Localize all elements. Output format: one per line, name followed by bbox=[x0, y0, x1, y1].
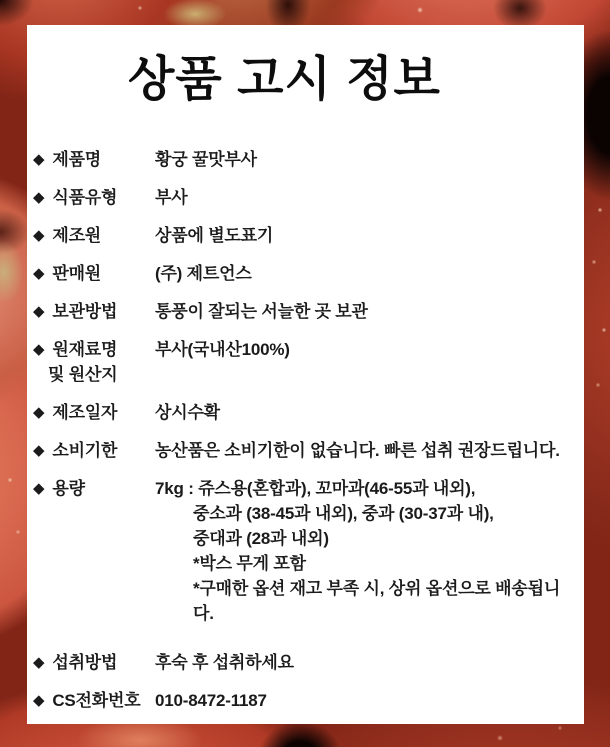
field-label: 제조원 bbox=[52, 226, 102, 245]
field-label: 섭취방법 bbox=[52, 653, 118, 672]
field-label-cell bbox=[33, 400, 155, 425]
field-value: 황궁 꿀맛부사 bbox=[155, 150, 257, 169]
field-label-cell bbox=[33, 688, 155, 713]
field-value: (주) 제트언스 bbox=[155, 264, 252, 283]
product-info-card bbox=[27, 25, 584, 724]
field-label-line2: 및 원산지 bbox=[48, 365, 118, 384]
info-row-ingredients-origin bbox=[33, 337, 580, 387]
capacity-line: 중소과 (38-45과 내외), 중과 (30-37과 내), bbox=[193, 504, 494, 523]
capacity-line: *구매한 옵션 재고 부족 시, 상위 옵션으로 배송됩니다. bbox=[193, 579, 561, 623]
info-row-capacity bbox=[33, 476, 580, 626]
info-row-seller bbox=[33, 261, 580, 286]
info-row-product-name bbox=[33, 147, 580, 172]
info-row-manufacturer bbox=[33, 223, 580, 248]
diamond-bullet-icon: ◆ bbox=[33, 404, 45, 421]
diamond-bullet-icon: ◆ bbox=[33, 654, 45, 671]
capacity-line: 중대과 (28과 내외) bbox=[193, 529, 329, 548]
diamond-bullet-icon: ◆ bbox=[33, 303, 45, 320]
field-value: 후숙 후 섭취하세요 bbox=[155, 653, 294, 672]
field-label: 식품유형 bbox=[52, 188, 118, 207]
field-label-cell bbox=[33, 337, 155, 387]
field-label: 보관방법 bbox=[52, 302, 118, 321]
info-rows bbox=[33, 147, 580, 726]
field-label-cell bbox=[33, 261, 155, 286]
field-label: 소비기한 bbox=[52, 441, 118, 460]
diamond-bullet-icon: ◆ bbox=[33, 189, 45, 206]
info-row-expiration bbox=[33, 438, 580, 463]
field-value: 농산품은 소비기한이 없습니다. 빠른 섭취 권장드립니다. bbox=[155, 441, 560, 460]
field-value: 상품에 별도표기 bbox=[155, 226, 274, 245]
field-label: 용량 bbox=[52, 479, 85, 498]
field-value: 부사(국내산100%) bbox=[155, 340, 290, 359]
field-label: 원재료명 bbox=[52, 340, 118, 359]
diamond-bullet-icon: ◆ bbox=[33, 341, 45, 358]
diamond-bullet-icon: ◆ bbox=[33, 151, 45, 168]
field-label-cell bbox=[33, 185, 155, 210]
info-row-cs-phone bbox=[33, 688, 580, 713]
field-value: 통풍이 잘되는 서늘한 곳 보관 bbox=[155, 302, 368, 321]
field-label: CS전화번호 bbox=[52, 691, 141, 710]
field-value: 부사 bbox=[155, 188, 188, 207]
diamond-bullet-icon: ◆ bbox=[33, 227, 45, 244]
page-title: 상품 고시 정보 bbox=[128, 53, 441, 106]
field-value phone-number: 010-8472-1187 bbox=[155, 691, 267, 710]
diamond-bullet-icon: ◆ bbox=[33, 692, 45, 709]
field-label: 제품명 bbox=[52, 150, 102, 169]
field-label-cell bbox=[33, 438, 155, 463]
diamond-bullet-icon: ◆ bbox=[33, 480, 45, 497]
diamond-bullet-icon: ◆ bbox=[33, 265, 45, 282]
field-label-cell bbox=[33, 223, 155, 248]
field-label-cell bbox=[33, 476, 155, 501]
capacity-line: *박스 무게 포함 bbox=[193, 554, 306, 573]
info-row-storage bbox=[33, 299, 580, 324]
field-label-cell bbox=[33, 650, 155, 675]
field-label: 제조일자 bbox=[52, 403, 118, 422]
info-row-production-date bbox=[33, 400, 580, 425]
info-row-how-to-eat bbox=[33, 650, 580, 675]
field-label: 판매원 bbox=[52, 264, 102, 283]
capacity-line: 7kg : 쥬스용(혼합과), 꼬마과(46-55과 내외), bbox=[155, 479, 476, 498]
field-value: 상시수확 bbox=[155, 403, 220, 422]
field-label-cell bbox=[33, 299, 155, 324]
field-label-cell bbox=[33, 147, 155, 172]
diamond-bullet-icon: ◆ bbox=[33, 442, 45, 459]
field-value bbox=[155, 476, 580, 626]
info-row-food-type bbox=[33, 185, 580, 210]
